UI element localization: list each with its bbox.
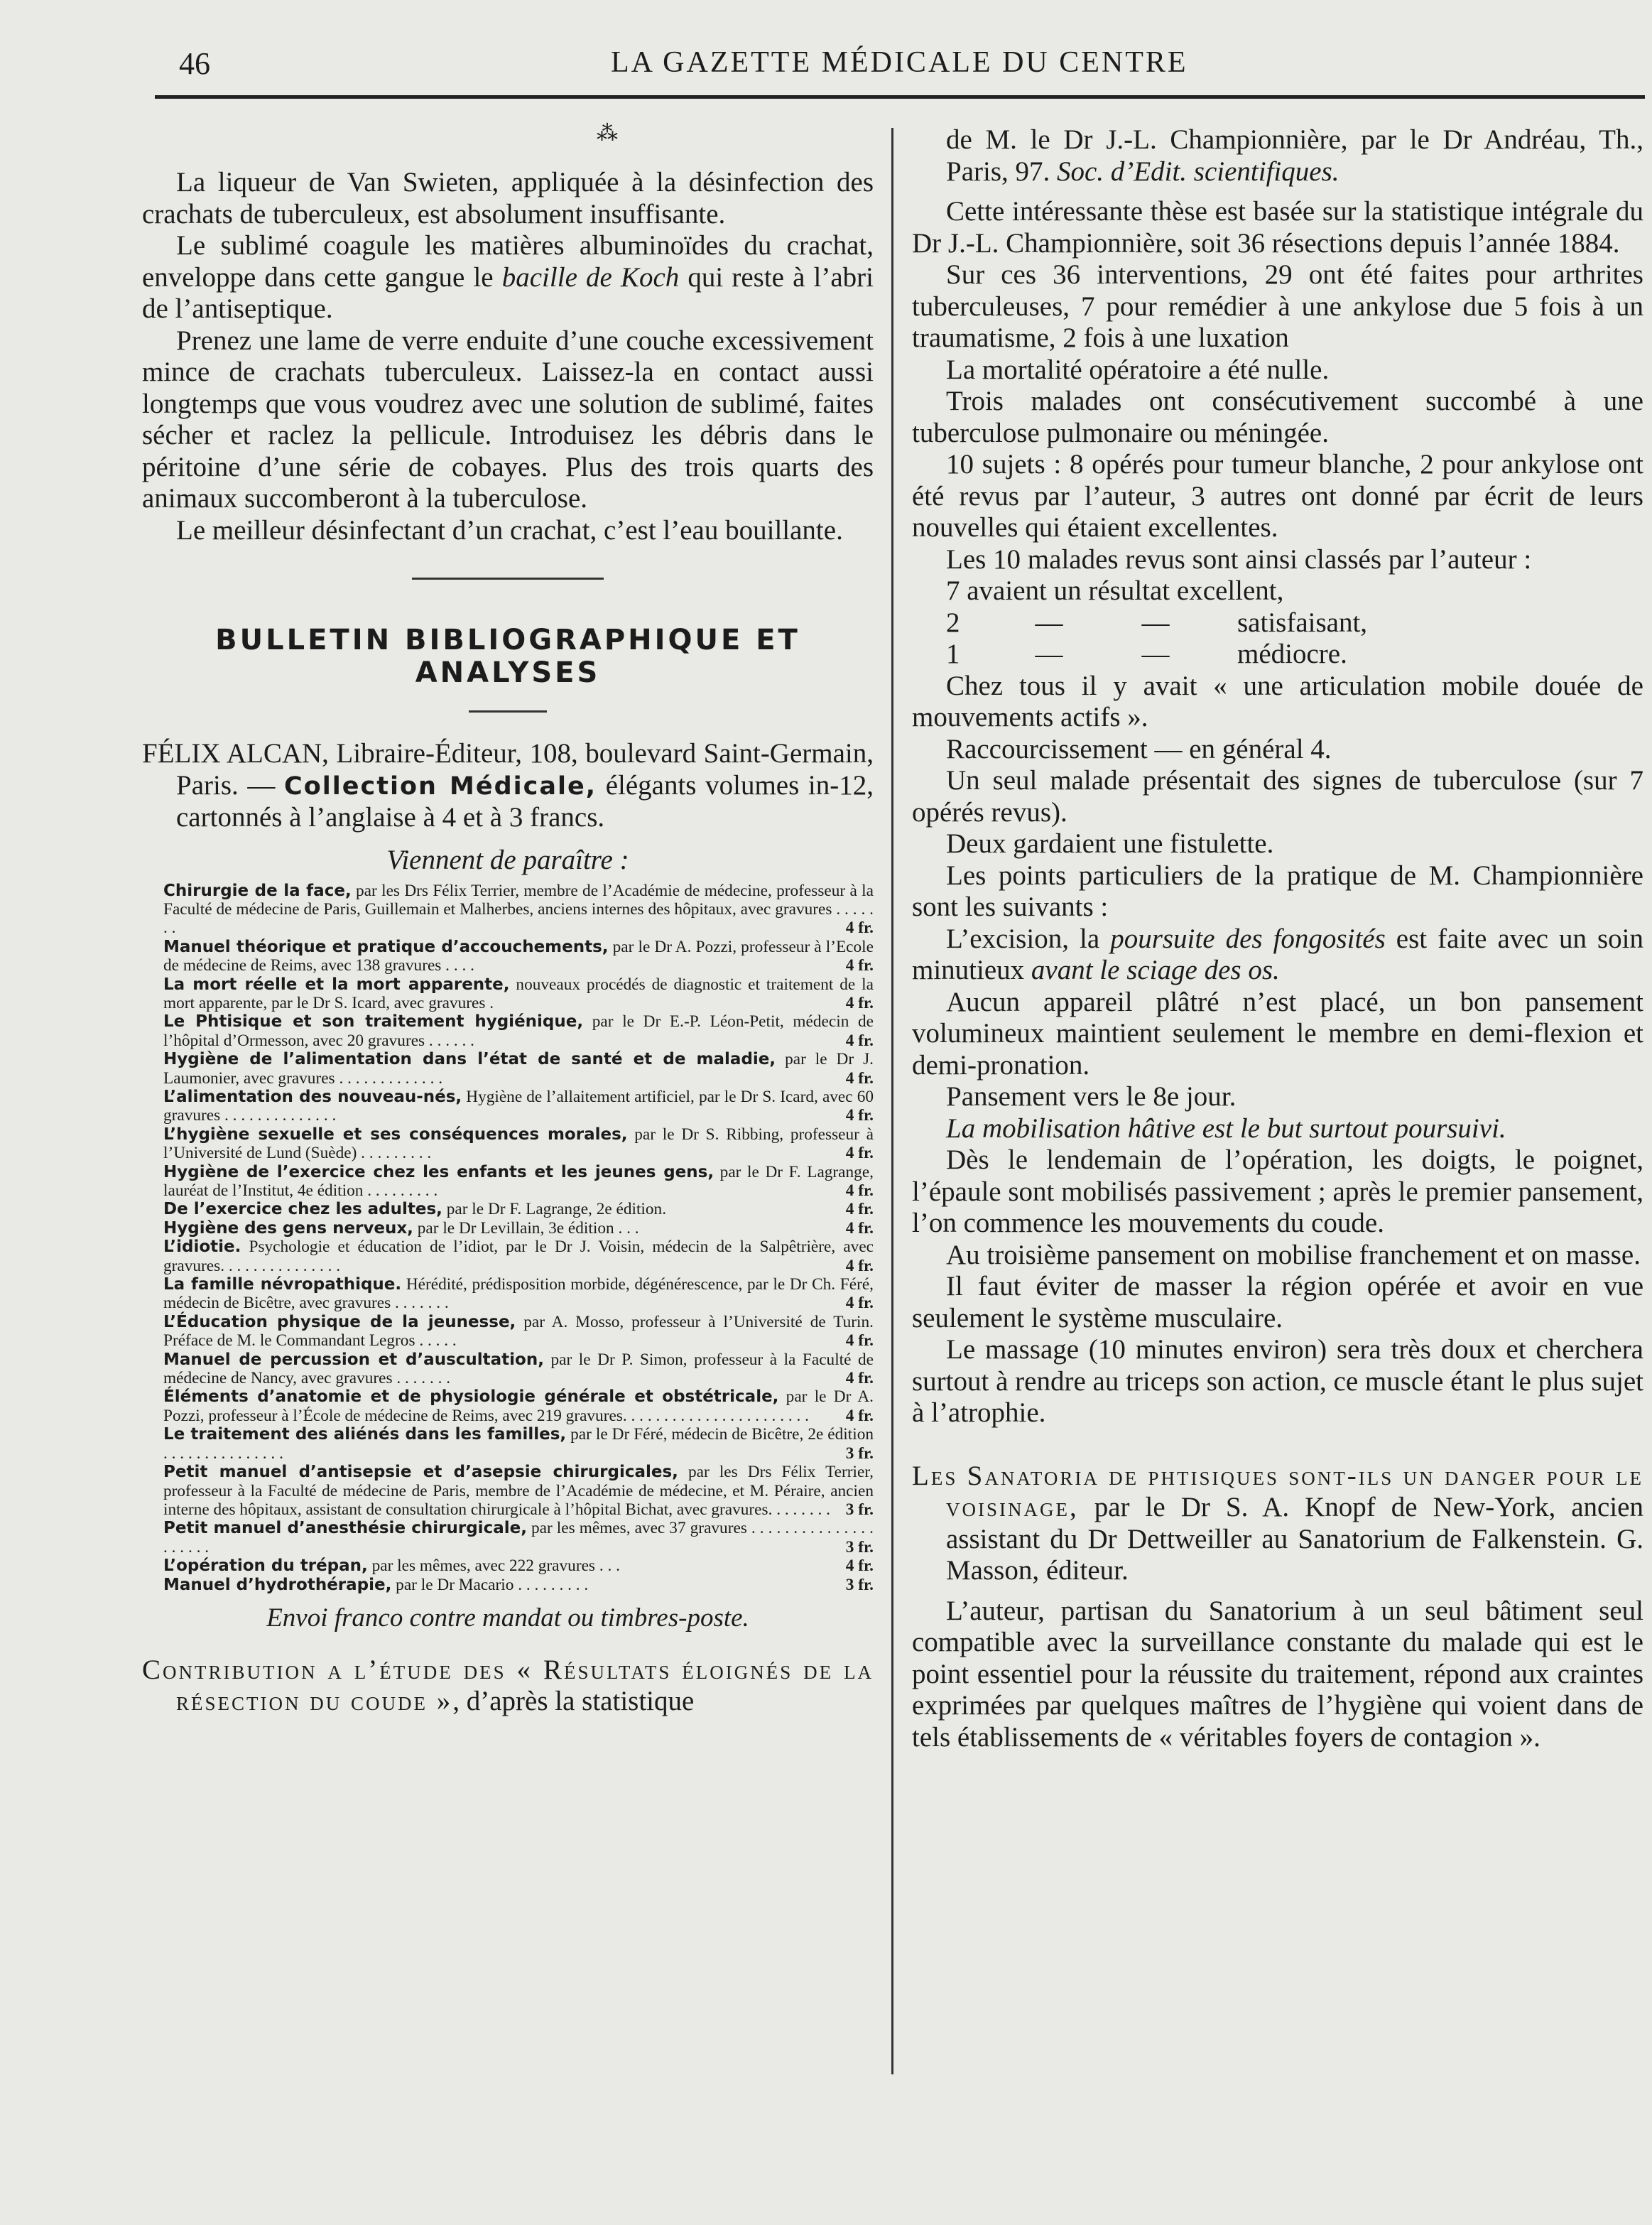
book-description: Psychologie et éducation de l’idiot, par le Dr J. Voisin, médecin de la Salpêtrière, avec gravures. . . . . . . . . . . . . . . (163, 1238, 874, 1275)
catalog-entry (163, 938, 874, 975)
book-price: 4 fr. (845, 1106, 874, 1125)
catalog-entry (163, 1557, 874, 1575)
book-price: 3 fr. (845, 1500, 874, 1519)
paragraph: La liqueur de Van Swieten, appliquée à la désinfection des crachats de tuberculeux, est absolument insuffisante. (142, 167, 874, 229)
book-price: 3 fr. (845, 1444, 874, 1463)
paragraph: Cette intéressante thèse est basée sur la statistique intégrale du Dr J.-L. Championnière, soit 36 résections depuis l’année 1884. (912, 196, 1643, 259)
paragraph: La mortalité opératoire a été nulle. (946, 354, 1330, 385)
paragraph: Le massage (10 minutes environ) sera très doux et cherchera surtout à rendre au triceps son action, ce muscle étant le plus sujet à l’atrophie. (912, 1334, 1643, 1428)
review-heading: Les Sanatoria de phtisiques sont-ils un danger pour le voisinage, par le Dr S. A. Knopf de New-York, ancien assistant du Dr Dettweiller au Sanatorium de Falkenstein. G. Masson, éditeur. (912, 1460, 1643, 1586)
book-title: Le traitement des aliénés dans les familles, (163, 1425, 567, 1444)
book-description: par le Dr Levillain, 3e édition . . . (413, 1218, 639, 1238)
catalog-entry (163, 1519, 874, 1557)
section-heading: BULLETIN BIBLIOGRAPHIQUE ET ANALYSES (215, 624, 800, 689)
paragraph: Deux gardaient une fistulette. (946, 828, 1274, 859)
book-description: par le Dr E.-P. Léon-Petit, médecin de l’hôpital d’Ormesson, avec 20 gravures . . . . . . (163, 1012, 874, 1050)
book-title: Hygiène de l’exercice chez les enfants et les jeunes gens, (163, 1162, 714, 1181)
book-description: Hygiène de l’allaitement artificiel, par le Dr S. Icard, avec 60 gravures . . . . . . . . . . . . . . (163, 1087, 874, 1125)
book-description: par le Dr S. Ribbing, professeur à l’Université de Lund (Suède) . . . . . . . . . (163, 1125, 874, 1163)
paragraph: Le meilleur désinfectant d’un crachat, c’est l’eau bouillante. (176, 514, 843, 546)
book-title: Chirurgie de la face, (163, 881, 352, 900)
italic-term: bacille de Koch (501, 261, 680, 293)
book-title: Manuel de percussion et d’auscultation, (163, 1350, 544, 1369)
catalog-entry (163, 975, 874, 1013)
book-price: 4 fr. (845, 919, 874, 938)
paragraph: Raccourcissement — en général 4. (946, 733, 1332, 764)
catalog-entry (163, 1088, 874, 1125)
emphasis-paragraph: La mobilisation hâtive est le but surtout poursuivi. (946, 1112, 1506, 1144)
result-row: 2 — — satisfaisant, (946, 607, 1368, 638)
journal-title: LA GAZETTE MÉDICALE DU CENTRE (611, 46, 1188, 79)
paragraph: Les 10 malades revus sont ainsi classés par l’auteur : (946, 543, 1532, 575)
catalog-entry (163, 1219, 874, 1238)
book-price: 4 fr. (845, 1294, 874, 1313)
book-description: par le Dr J. Laumonier, avec gravures . . . . . . . . . . . . . (163, 1050, 874, 1088)
book-price: 4 fr. (845, 1218, 874, 1238)
book-price: 4 fr. (845, 1557, 874, 1576)
book-price: 3 fr. (845, 1575, 874, 1594)
paragraph: Il faut éviter de masser la région opérée et avoir en vue seulement le système musculaire. (912, 1271, 1643, 1333)
book-price: 4 fr. (845, 1031, 874, 1050)
envoi-note: Envoi franco contre mandat ou timbres-poste. (266, 1603, 749, 1633)
book-title: L’opération du trépan, (163, 1557, 368, 1576)
paragraph: Prenez une lame de verre enduite d’une couche excessivement mince de crachats tuberculeux. Laissez-la en contact aussi longtemps que vous voudrez avec une solution de sublimé, faites sécher et raclez la pellicule. Introduisez les débris dans le péritoine d’une série de cobayes. Plus des trois quarts des animaux succomberont à la tuberculose. (142, 325, 874, 514)
book-title: Éléments d’anatomie et de physiologie générale et obstétricale, (163, 1387, 779, 1407)
book-description: par les Drs Félix Terrier, professeur à la Faculté de médecine de Paris, membre de l’Académie de médecine, et M. Péraire, ancien interne des hôpitaux, assistant de consultation chirurgicale à l’hôpital Bichat, avec gravures. . . . . . . . (163, 1463, 874, 1519)
column-divider (891, 128, 893, 2074)
catalog-entry (163, 1313, 874, 1350)
collection-title: Collection Médicale, (284, 772, 597, 801)
page-header (0, 0, 1652, 99)
book-description: par le Dr P. Simon, professeur à la Faculté de médecine de Nancy, avec gravures . . . . . . . (163, 1350, 874, 1388)
catalog-entry (163, 1163, 874, 1201)
book-price: 4 fr. (845, 1068, 874, 1088)
catalog-entry (163, 1050, 874, 1088)
paragraph: Sur ces 36 interventions, 29 ont été faites pour arthrites tuberculeuses, 7 pour remédier à une ankylose due 5 fois à un traumatisme, 2 fois à une luxation (912, 259, 1643, 353)
catalog-entry (163, 1238, 874, 1275)
book-price: 4 fr. (845, 1256, 874, 1275)
catalog-entry (163, 1275, 874, 1313)
catalog-entry (163, 1125, 874, 1163)
section-rule (469, 710, 547, 713)
catalog-entry (163, 1576, 874, 1594)
paragraph: L’excision, la poursuite des fongosités est faite avec un soin minutieux avant le sciage des os. (912, 923, 1644, 985)
header-rule (155, 95, 1645, 99)
catalog-entry (163, 1350, 874, 1388)
book-price: 4 fr. (845, 956, 874, 975)
paragraph: 10 sujets : 8 opérés pour tumeur blanche, 2 pour ankylose ont été revus par l’auteur, 3 autres ont donné par écrit de leurs nouvelles qui étaient excellentes. (912, 449, 1643, 543)
asterism: ⁂ (597, 121, 618, 145)
paragraph: L’auteur, partisan du Sanatorium à un seul bâtiment seul compatible avec la surveillance constante du malade qui est le point essentiel pour la réussite du traitement, répond aux craintes exprimées par quelques maîtres de l’hygiène qui voient dans de tels établissements de « véritables foyers de contagion ». (912, 1595, 1643, 1753)
catalog-entry (163, 1012, 874, 1050)
book-title: Manuel d’hydrothérapie, (163, 1575, 392, 1594)
book-description: par A. Mosso, professeur à l’Université de Turin. Préface de M. le Commandant Legros . . . . . (163, 1312, 874, 1350)
book-title: Manuel théorique et pratique d’accouchements, (163, 937, 609, 956)
book-title: Petit manuel d’anesthésie chirurgicale, (163, 1519, 527, 1538)
book-price: 4 fr. (845, 993, 874, 1012)
paragraph: Pansement vers le 8e jour. (946, 1081, 1237, 1112)
book-title: L’hygiène sexuelle et ses conséquences morales, (163, 1125, 628, 1144)
book-description: par les mêmes, avec 37 gravures . . . . . . . . . . . . . . . . . . . . . (163, 1519, 874, 1557)
book-description: nouveaux procédés de diagnostic et traitement de la mort apparente, par le Dr S. Icard, avec gravures . (163, 975, 874, 1012)
result-row: 1 — — médiocre. (946, 639, 1347, 669)
paragraph: Aucun appareil plâtré n’est placé, un bon pansement volumineux maintient seulement le membre en demi-flexion et demi-pronation. (912, 986, 1643, 1081)
section-rule (412, 578, 604, 580)
book-description: par les Drs Félix Terrier, membre de l’Académie de médecine, professeur à la Faculté de médecine de Paris, Guillemain et Malherbes, anciens internes des hôpitaux, avec gravures . . . . . . . (163, 881, 874, 938)
book-price: 4 fr. (845, 1369, 874, 1388)
book-title: La mort réelle et la mort apparente, (163, 975, 510, 994)
book-title: De l’exercice chez les adultes, (163, 1200, 442, 1219)
book-title: La famille névropathique. (163, 1275, 402, 1294)
paragraph: Les points particuliers de la pratique de M. Championnière sont les suivants : (912, 860, 1643, 922)
catalog-entry (163, 1200, 874, 1218)
catalog-entry (163, 882, 874, 938)
book-title: Petit manuel d’antisepsie et d’asepsie chirurgicales, (163, 1463, 678, 1482)
review-heading: Contribution a l’étude des « Résultats éloignés de la résection du coude », d’après la statistique (142, 1654, 874, 1717)
book-title: Le Phtisique et son traitement hygiénique, (163, 1012, 584, 1032)
subheading: Viennent de paraître : (386, 844, 629, 875)
paragraph: Au troisième pansement on mobilise franchement et on masse. (946, 1239, 1641, 1270)
left-column (142, 121, 874, 1718)
book-price: 4 fr. (845, 1144, 874, 1163)
catalog-entry (163, 1425, 874, 1463)
catalog-entry (163, 1387, 874, 1425)
review-continuation: de M. le Dr J.-L. Championnière, par le Dr Andréau, Th., Paris, 97. Soc. d’Edit. scientifiques. (946, 124, 1643, 187)
paragraph: Un seul malade présentait des signes de tuberculose (sur 7 opérés revus). (912, 765, 1643, 828)
book-price: 4 fr. (845, 1200, 874, 1219)
catalog-entry (163, 1463, 874, 1519)
book-description: par les mêmes, avec 222 gravures . . . (367, 1557, 620, 1576)
result-row: 7 avaient un résultat excellent, (946, 575, 1284, 606)
book-title: Hygiène de l’alimentation dans l’état de santé et de maladie, (163, 1050, 776, 1069)
publisher-notice: FÉLIX ALCAN, Libraire-Éditeur, 108, boulevard Saint-Germain, Paris. — Collection Médicale, élégants volumes in-12, cartonnés à l’anglaise à 4 et à 3 francs. (142, 738, 874, 833)
book-description: Hérédité, prédisposition morbide, dégénérescence, par le Dr Ch. Féré, médecin de Bicêtre, avec gravures . . . . . . . (163, 1275, 874, 1313)
book-description: par le Dr F. Lagrange, 2e édition. (442, 1200, 667, 1219)
book-title: L’Éducation physique de la jeunesse, (163, 1312, 516, 1331)
book-price: 3 fr. (845, 1537, 874, 1557)
book-description: par le Dr A. Pozzi, professeur à l’École de médecine de Reims, avec 219 gravures. . . . . . . . . . . . . . . . . . . . . . . (163, 1387, 874, 1425)
book-price: 4 fr. (845, 1406, 874, 1425)
book-description: par le Dr Féré, médecin de Bicêtre, 2e édition . . . . . . . . . . . . . . . (163, 1425, 874, 1463)
page-number: 46 (179, 46, 210, 81)
results-table (912, 575, 1643, 671)
paragraph: Le sublimé coagule les matières albuminoïdes du crachat, enveloppe dans cette gangue le bacille de Koch qui reste à l’abri de l’antiseptique. (142, 230, 874, 324)
book-description: par le Dr A. Pozzi, professeur à l’Ecole de médecine de Reims, avec 138 gravures . . . . (163, 937, 874, 975)
book-price: 4 fr. (845, 1181, 874, 1200)
book-description: par le Dr F. Lagrange, lauréat de l’Institut, 4e édition . . . . . . . . . (163, 1162, 874, 1200)
book-title: Hygiène des gens nerveux, (163, 1218, 413, 1238)
book-price: 4 fr. (845, 1331, 874, 1350)
catalog-list (142, 882, 874, 1594)
paragraph: Dès le lendemain de l’opération, les doigts, le poignet, l’épaule sont mobilisés passivement ; après le premier pansement, l’on commence les mouvements du coude. (912, 1144, 1643, 1238)
paragraph: Trois malades ont consécutivement succombé à une tuberculose pulmonaire ou méningée. (912, 386, 1643, 448)
book-title: L’idiotie. (163, 1238, 241, 1257)
right-column (912, 124, 1643, 1753)
book-description: par le Dr Macario . . . . . . . . . (391, 1575, 589, 1594)
paragraph: Chez tous il y avait « une articulation mobile douée de mouvements actifs ». (912, 670, 1643, 732)
book-title: L’alimentation des nouveau-nés, (163, 1087, 462, 1106)
